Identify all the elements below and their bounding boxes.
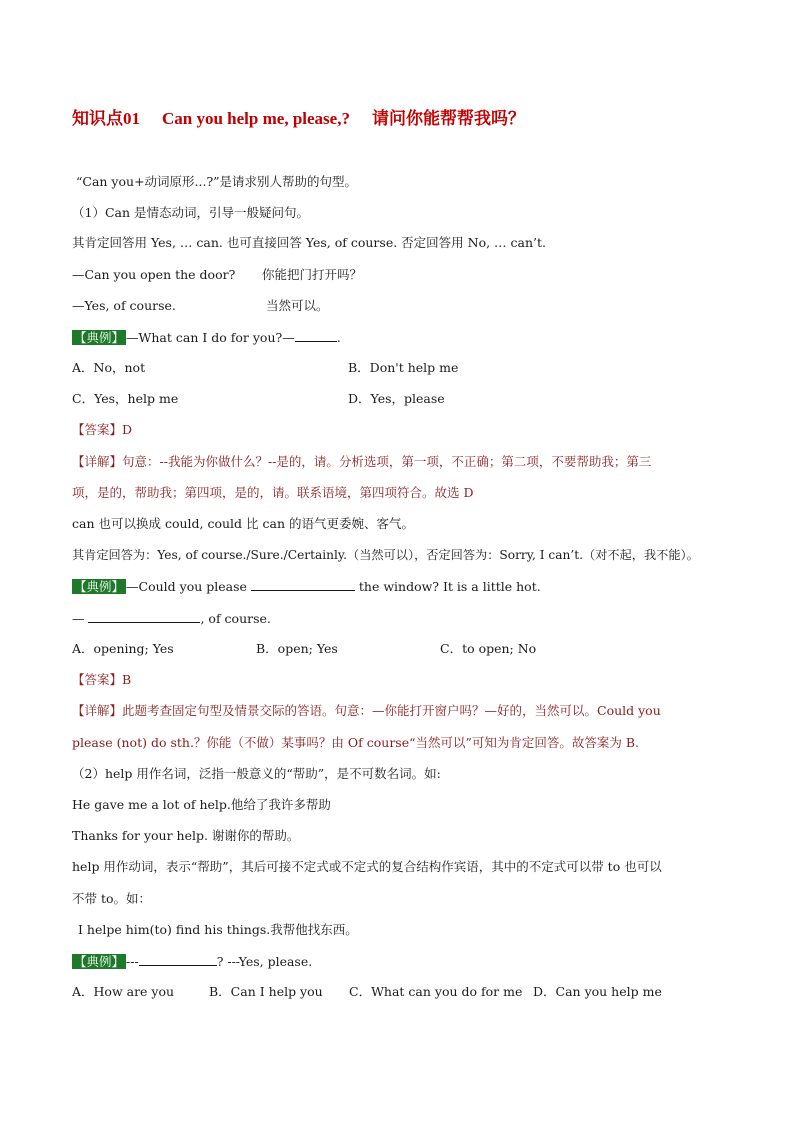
could-answers: 其肯定回答为：Yes, of course./Sure./Certainly.（当然可以），否定回答为：Sorry, I can’t.（对不起，我不能）。 xyxy=(72,548,699,562)
title-english: Can you help me, please,? xyxy=(162,109,350,128)
detail-1-line-2: 项，是的，帮助我；第四项，是的，请。联系语境，第四项符合。故选 D xyxy=(72,485,474,500)
question-1: 【典例】 —What can I do for you?— . xyxy=(74,330,341,345)
answer-1: 【答案】D xyxy=(72,422,133,437)
question-3-text: --- xyxy=(126,954,139,969)
example-2-cn: 当然可以。 xyxy=(266,298,329,313)
example-2-en: —Yes, of course. xyxy=(72,298,176,313)
question-1-text: —What can I do for you?— xyxy=(126,330,295,345)
could-note: can 也可以换成 could, could 比 can 的语气更委婉、客气。 xyxy=(72,516,414,531)
q3-option-b: B．Can I help you xyxy=(209,984,323,999)
q1-option-d: D．Yes，please xyxy=(348,391,445,406)
example-tag: 【典例】 xyxy=(74,330,125,345)
title-chinese: 请问你能帮帮我吗？ xyxy=(371,109,525,128)
question-2-reply: — , of course. xyxy=(72,611,271,626)
section-title xyxy=(72,104,525,129)
answer-blank xyxy=(88,609,200,623)
detail-1-line-1: 【详解】句意：--我能为你做什么？--是的，请。分析选项，第一项，不正确；第二项，不要帮助我；第三 xyxy=(72,454,652,469)
answer-2: 【答案】B xyxy=(72,672,132,687)
q2-option-b: B．open; Yes xyxy=(256,641,338,656)
q3-option-a: A．How are you xyxy=(72,984,175,999)
example-tag: 【典例】 xyxy=(74,954,125,969)
help-verb-line-2: 不带 to。如： xyxy=(72,891,152,906)
q2-option-c: C．to open; No xyxy=(440,641,537,656)
point-2: （2）help 用作名词，泛指一般意义的“帮助”，是不可数名词。如: xyxy=(72,766,441,781)
answer-blank xyxy=(139,952,217,966)
q1-option-c: C．Yes，help me xyxy=(72,391,179,406)
question-2: 【典例】 —Could you please the window? It is a little hot. xyxy=(74,579,541,594)
intro-text: “Can you+动词原形...?”是请求别人帮助的句型。 xyxy=(76,174,358,189)
point-1: （1）Can 是情态动词，引导一般疑问句。 xyxy=(72,205,309,220)
help-verb-example: I helpe him(to) find his things.我帮他找东西。 xyxy=(78,922,358,937)
q2-option-a: A．opening; Yes xyxy=(72,641,174,656)
point-2-example-1: He gave me a lot of help.他给了我许多帮助 xyxy=(72,797,331,812)
help-verb-line-1: help 用作动词，表示“帮助”，其后可接不定式或不定式的复合结构作宾语，其中的不定式可以带 to 也可以 xyxy=(72,859,662,874)
q1-option-a: A．No，not xyxy=(72,360,146,375)
point-2-example-2: Thanks for your help. 谢谢你的帮助。 xyxy=(72,828,300,843)
example-1-cn: 你能把门打开吗？ xyxy=(262,267,363,282)
answer-blank xyxy=(251,577,355,591)
answer-blank xyxy=(295,328,337,342)
detail-2-line-1: 【详解】此题考查固定句型及情景交际的答语。句意：—你能打开窗户吗？—好的，当然可以。Could you xyxy=(72,703,661,718)
point-1-answers: 其肯定回答用 Yes, … can. 也可直接回答 Yes, of course. 否定回答用 No, … can’t. xyxy=(72,235,546,250)
question-2-text: —Could you please xyxy=(126,579,247,594)
title-number: 知识点01 xyxy=(72,109,140,128)
example-tag: 【典例】 xyxy=(74,579,125,594)
q3-option-d: D．Can you help me xyxy=(533,984,662,999)
q1-option-b: B．Don't help me xyxy=(348,360,459,375)
example-1-en: —Can you open the door? xyxy=(72,267,236,282)
detail-2-line-2: please (not) do sth.？你能（不做）某事吗？由 Of course“当然可以”可知为肯定回答。故答案为 B. xyxy=(72,735,640,750)
question-3: 【典例】 --- ? ---Yes, please. xyxy=(74,954,313,969)
q3-option-c: C．What can you do for me xyxy=(349,984,523,999)
